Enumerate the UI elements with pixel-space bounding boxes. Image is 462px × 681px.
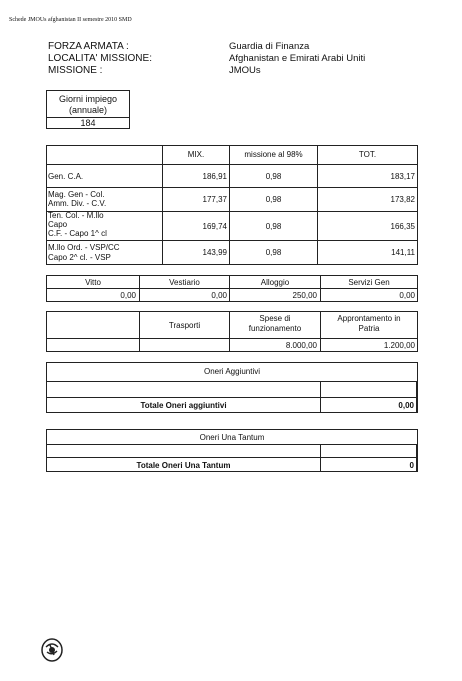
header-vitto: Vitto [85,278,101,287]
alloggio-value: 250,00 [292,291,317,300]
rank-label-line2: Capo [48,220,68,229]
rank-label: Gen. C.A. [48,172,84,181]
header-alloggio: Alloggio [260,278,290,287]
value-forza-armata: Guardia di Finanza [229,41,310,52]
tot-value: 183,17 [390,172,415,181]
tot-value: 141,11 [391,248,415,257]
label-forza-armata: FORZA ARMATA : [48,41,129,52]
vitto-value: 0,00 [120,291,136,300]
rank-label: Ten. Col. - M.llo [48,211,104,220]
header-spese-funzionamento: Spese di [259,314,291,323]
value-localita-missione: Afghanistan e Emirati Arabi Uniti [229,53,366,64]
stamp-seal [40,637,64,663]
value-missione: JMOUs [229,65,261,76]
pct-value: 0,98 [265,222,282,231]
servizi-gen-value: 0,00 [399,291,415,300]
spese-funzionamento-value: 8.000,00 [285,341,317,350]
header-approntamento-line2: Patria [358,324,380,333]
giorni-impiego-sublabel: (annuale) [68,105,108,115]
pct-value: 0,98 [265,195,282,204]
oneri-una-tantum-total-label: Totale Oneri Una Tantum [136,461,231,470]
label-missione: MISSIONE : [48,65,103,76]
mix-value: 143,99 [202,248,227,257]
giorni-impiego-value: 184 [80,118,96,128]
header-vestiario: Vestiario [169,278,200,287]
tot-value: 166,35 [390,222,415,231]
header-approntamento: Approntamento in [337,314,401,323]
approntamento-value: 1.200,00 [383,341,415,350]
pct-value: 0,98 [265,172,282,181]
giorni-impiego-label: Giorni impiego [58,94,118,104]
oneri-aggiuntivi-title: Oneri Aggiuntivi [203,367,261,376]
oneri-una-tantum-title: Oneri Una Tantum [199,433,265,442]
vestiario-value: 0,00 [211,291,227,300]
tot-value: 173,82 [390,195,415,204]
rank-label: Mag. Gen - Col. [48,190,105,199]
rank-label: M.llo Ord. - VSP/CC [48,243,120,252]
mix-value: 177,37 [202,195,227,204]
oneri-aggiuntivi-total-label: Totale Oneri aggiuntivi [140,401,227,410]
rank-label-line2: Amm. Div. - C.V. [48,199,107,208]
header-spese-funzionamento-line2: funzionamento [248,324,302,333]
rank-label-line3: C.F. - Capo 1^ cl [48,229,107,238]
rank-label-line2: Capo 2^ cl. - VSP [48,253,111,262]
oneri-aggiuntivi-total-value: 0,00 [398,401,414,410]
header-missione-98: missione al 98% [244,150,303,159]
mix-value: 186,91 [202,172,227,181]
document-header: Schede JMOUs afghanistan II semestre 2010 SMD [9,17,132,23]
pct-value: 0,98 [265,248,282,257]
header-trasporti: Trasporti [168,321,201,330]
mix-value: 169,74 [202,222,227,231]
oneri-una-tantum-total-value: 0 [409,461,414,470]
header-tot: TOT. [358,150,377,159]
header-servizi-gen: Servizi Gen [348,278,390,287]
header-mix: MIX. [187,150,205,159]
label-localita-missione: LOCALITA' MISSIONE: [48,53,152,64]
